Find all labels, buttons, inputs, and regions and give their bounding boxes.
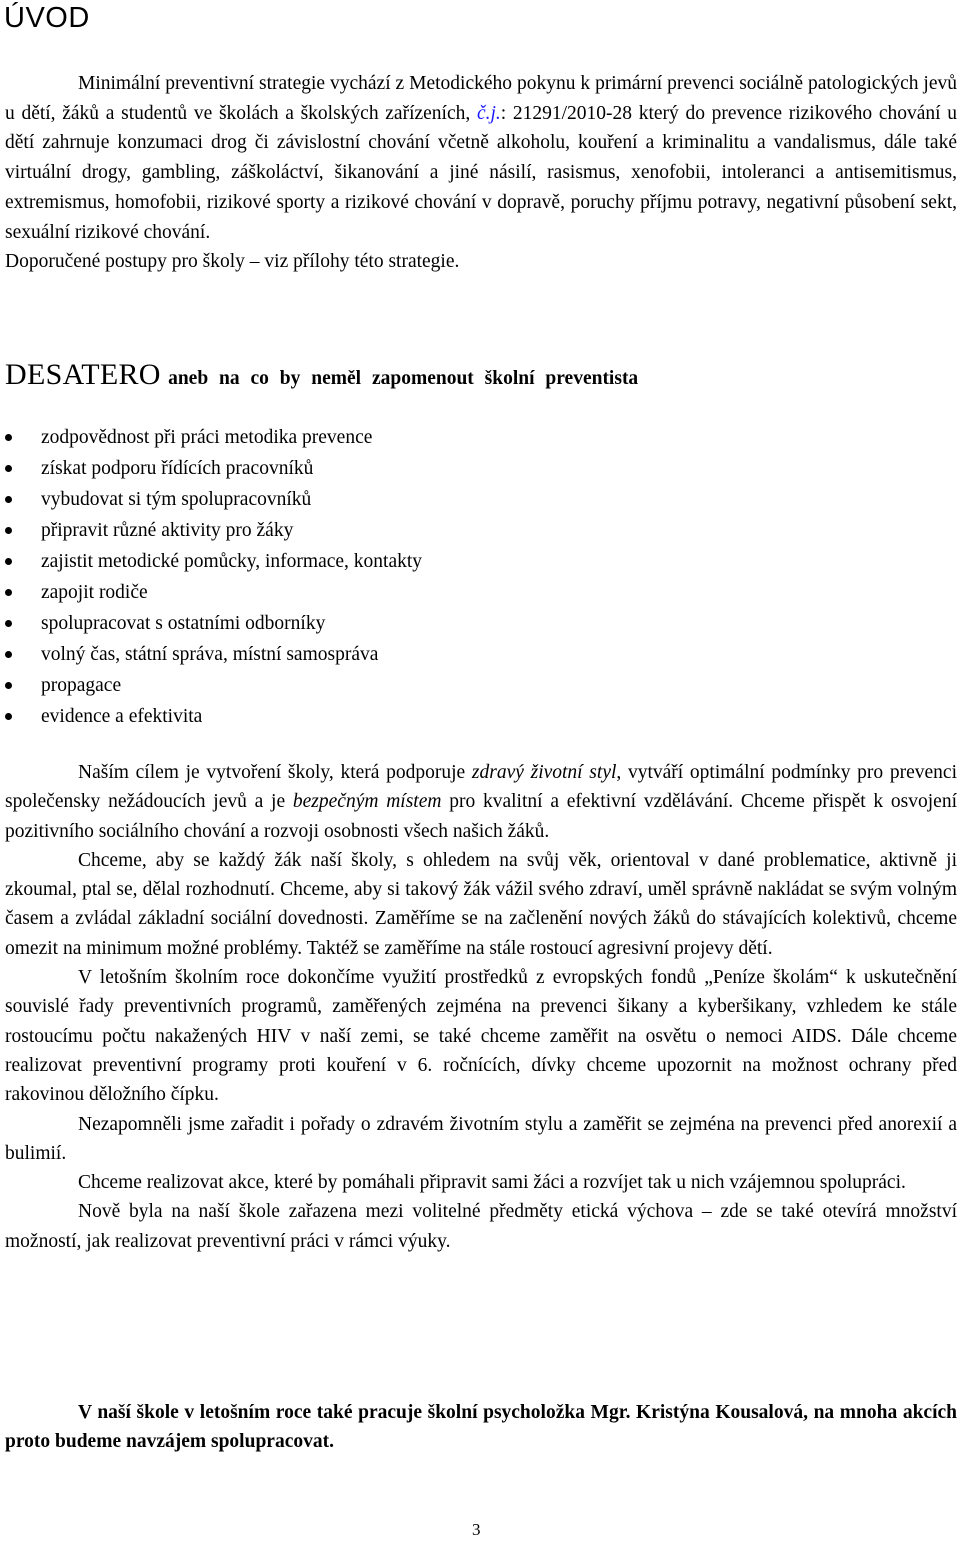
- list-item: [0, 422, 422, 453]
- desatero-list: [0, 422, 422, 732]
- list-item: [0, 608, 422, 639]
- list-item-text: připravit různé aktivity pro žáky: [41, 520, 294, 541]
- body-text: [5, 758, 957, 1256]
- desatero-title: DESATERO: [5, 358, 161, 391]
- bullet-icon: [5, 527, 12, 534]
- list-item-text: evidence a efektivita: [41, 706, 203, 727]
- list-item: [0, 484, 422, 515]
- bullet-icon: [5, 589, 12, 596]
- bullet-icon: [5, 465, 12, 472]
- list-item-text: zapojit rodiče: [41, 582, 148, 603]
- list-item-text: propagace: [41, 675, 122, 696]
- list-item: [0, 577, 422, 608]
- intro-paragraph: [5, 69, 957, 277]
- intro-tail: Doporučené postupy pro školy – viz přílohy této strategie.: [5, 251, 460, 273]
- bullet-icon: [5, 682, 12, 689]
- paragraph-text: Naším cílem je vytvoření školy, která podporuje: [78, 762, 472, 783]
- bullet-icon: [5, 651, 12, 658]
- list-item: [0, 453, 422, 484]
- list-item: [0, 701, 422, 732]
- desatero-subtitle: aneb na co by neměl zapomenout školní preventista: [168, 368, 639, 389]
- bullet-icon: [5, 434, 12, 441]
- list-item-text: zodpovědnost při práci metodika prevence: [41, 427, 373, 448]
- page-number: 3: [472, 1520, 481, 1539]
- emphasis-healthy-lifestyle: zdravý životní styl: [471, 762, 617, 783]
- emphasis-safe-place: bezpečným místem: [292, 791, 442, 813]
- paragraph-ethics: Nově byla na naší škole zařazena mezi volitelné předměty etická výchova – zde se také otevírá množství možností, jak realizovat preventivní práci v rámci výuky.: [5, 1201, 957, 1252]
- paragraph-text: pro kvalitní a efektivní vzdělávání. Chceme přispět k osvojení pozitivního sociálního chování a rozvoji osobnosti všech našich žáků.: [5, 791, 957, 842]
- intro-text-1: Minimální preventivní strategie vychází z Metodického pokynu k primární prevenci sociálně patologických jevů u dětí, žáků a studentů ve školách a školských zařízeních,: [5, 73, 957, 124]
- list-item: [0, 546, 422, 577]
- list-item: [0, 515, 422, 546]
- list-item-text: spolupracovat s ostatními odborníky: [41, 613, 326, 634]
- desatero-heading: [5, 358, 638, 392]
- paragraph-programs: V letošním školním roce dokončíme využití prostředků z evropských fondů „Peníze školám“ k uskutečnění souvislé řady preventivních programů, zaměřených zejména na prevenci šikany a kyberšikany, vzhledem ke stále rostoucímu počtu nakažených HIV v naší zemi, se také chceme zaměřit na osvětu o nemoci AIDS. Dále chceme realizovat preventivní programy proti kouření v 6. ročnících, dívky chceme upozornit na možnost ochrany před rakovinou děložního čípku.: [5, 967, 957, 1106]
- bullet-icon: [5, 496, 12, 503]
- paragraph-students: Chceme, aby se každý žák naší školy, s ohledem na svůj věk, orientoval v dané problematice, aktivně ji zkoumal, ptal se, dělal rozhodnutí. Chceme, aby si takový žák vážil svého zdraví, uměl správně nakládat se svým volným časem a zvládal základní sociální dovednosti. Zaměříme se na začlenění nových žáků do stávajících kolektivů, chceme omezit na minimum možné problémy. Taktéž se zaměříme na stále rostoucí agresivní projevy dětí.: [5, 849, 957, 959]
- list-item: [0, 670, 422, 701]
- intro-reference: č.j.: [476, 102, 501, 124]
- intro-text-2: : 21291/2010-28 který do prevence rizikového chování u dětí zahrnuje konzumaci drog či závislostní chování včetně alkoholu, kouření a kriminalitu a vandalismus, dále také virtuální drogy, gambling, záškoláctví, šikanování a jiné násilí, rasismus, xenofobii, intoleranci a antisemitismus, extremismus, homofobii, rizikové sporty a rizikové chování v dopravě, poruchy příjmu potravy, negativní působení sekt, sexuální rizikové chování.: [5, 102, 957, 243]
- bullet-icon: [5, 620, 12, 627]
- bullet-icon: [5, 713, 12, 720]
- list-item-text: získat podporu řídících pracovníků: [41, 458, 314, 479]
- list-item-text: vybudovat si tým spolupracovníků: [41, 489, 312, 510]
- bullet-icon: [5, 558, 12, 565]
- closing-paragraph: V naší škole v letošním roce také pracuje školní psycholožka Mgr. Kristýna Kousalová, na mnoha akcích proto budeme navzájem spolupracovat.: [5, 1402, 957, 1452]
- paragraph-lifestyle: Nezapomněli jsme zařadit i pořady o zdravém životním stylu a zaměřit se zejména na prevenci před anorexií a bulimií.: [5, 1113, 957, 1164]
- paragraph-cooperation: Chceme realizovat akce, které by pomáhali připravit sami žáci a rozvíjet tak u nich vzájemnou spolupráci.: [78, 1172, 906, 1194]
- list-item-text: volný čas, státní správa, místní samospráva: [41, 644, 379, 665]
- paragraph-text: , vytváří optimální podmínky pro prevenci společensky nežádoucích jevů a je: [5, 762, 957, 813]
- list-item: [0, 639, 422, 670]
- paragraph-goal: [5, 758, 957, 846]
- list-item-text: zajistit metodické pomůcky, informace, kontakty: [41, 551, 423, 572]
- page-title: ÚVOD: [4, 2, 90, 34]
